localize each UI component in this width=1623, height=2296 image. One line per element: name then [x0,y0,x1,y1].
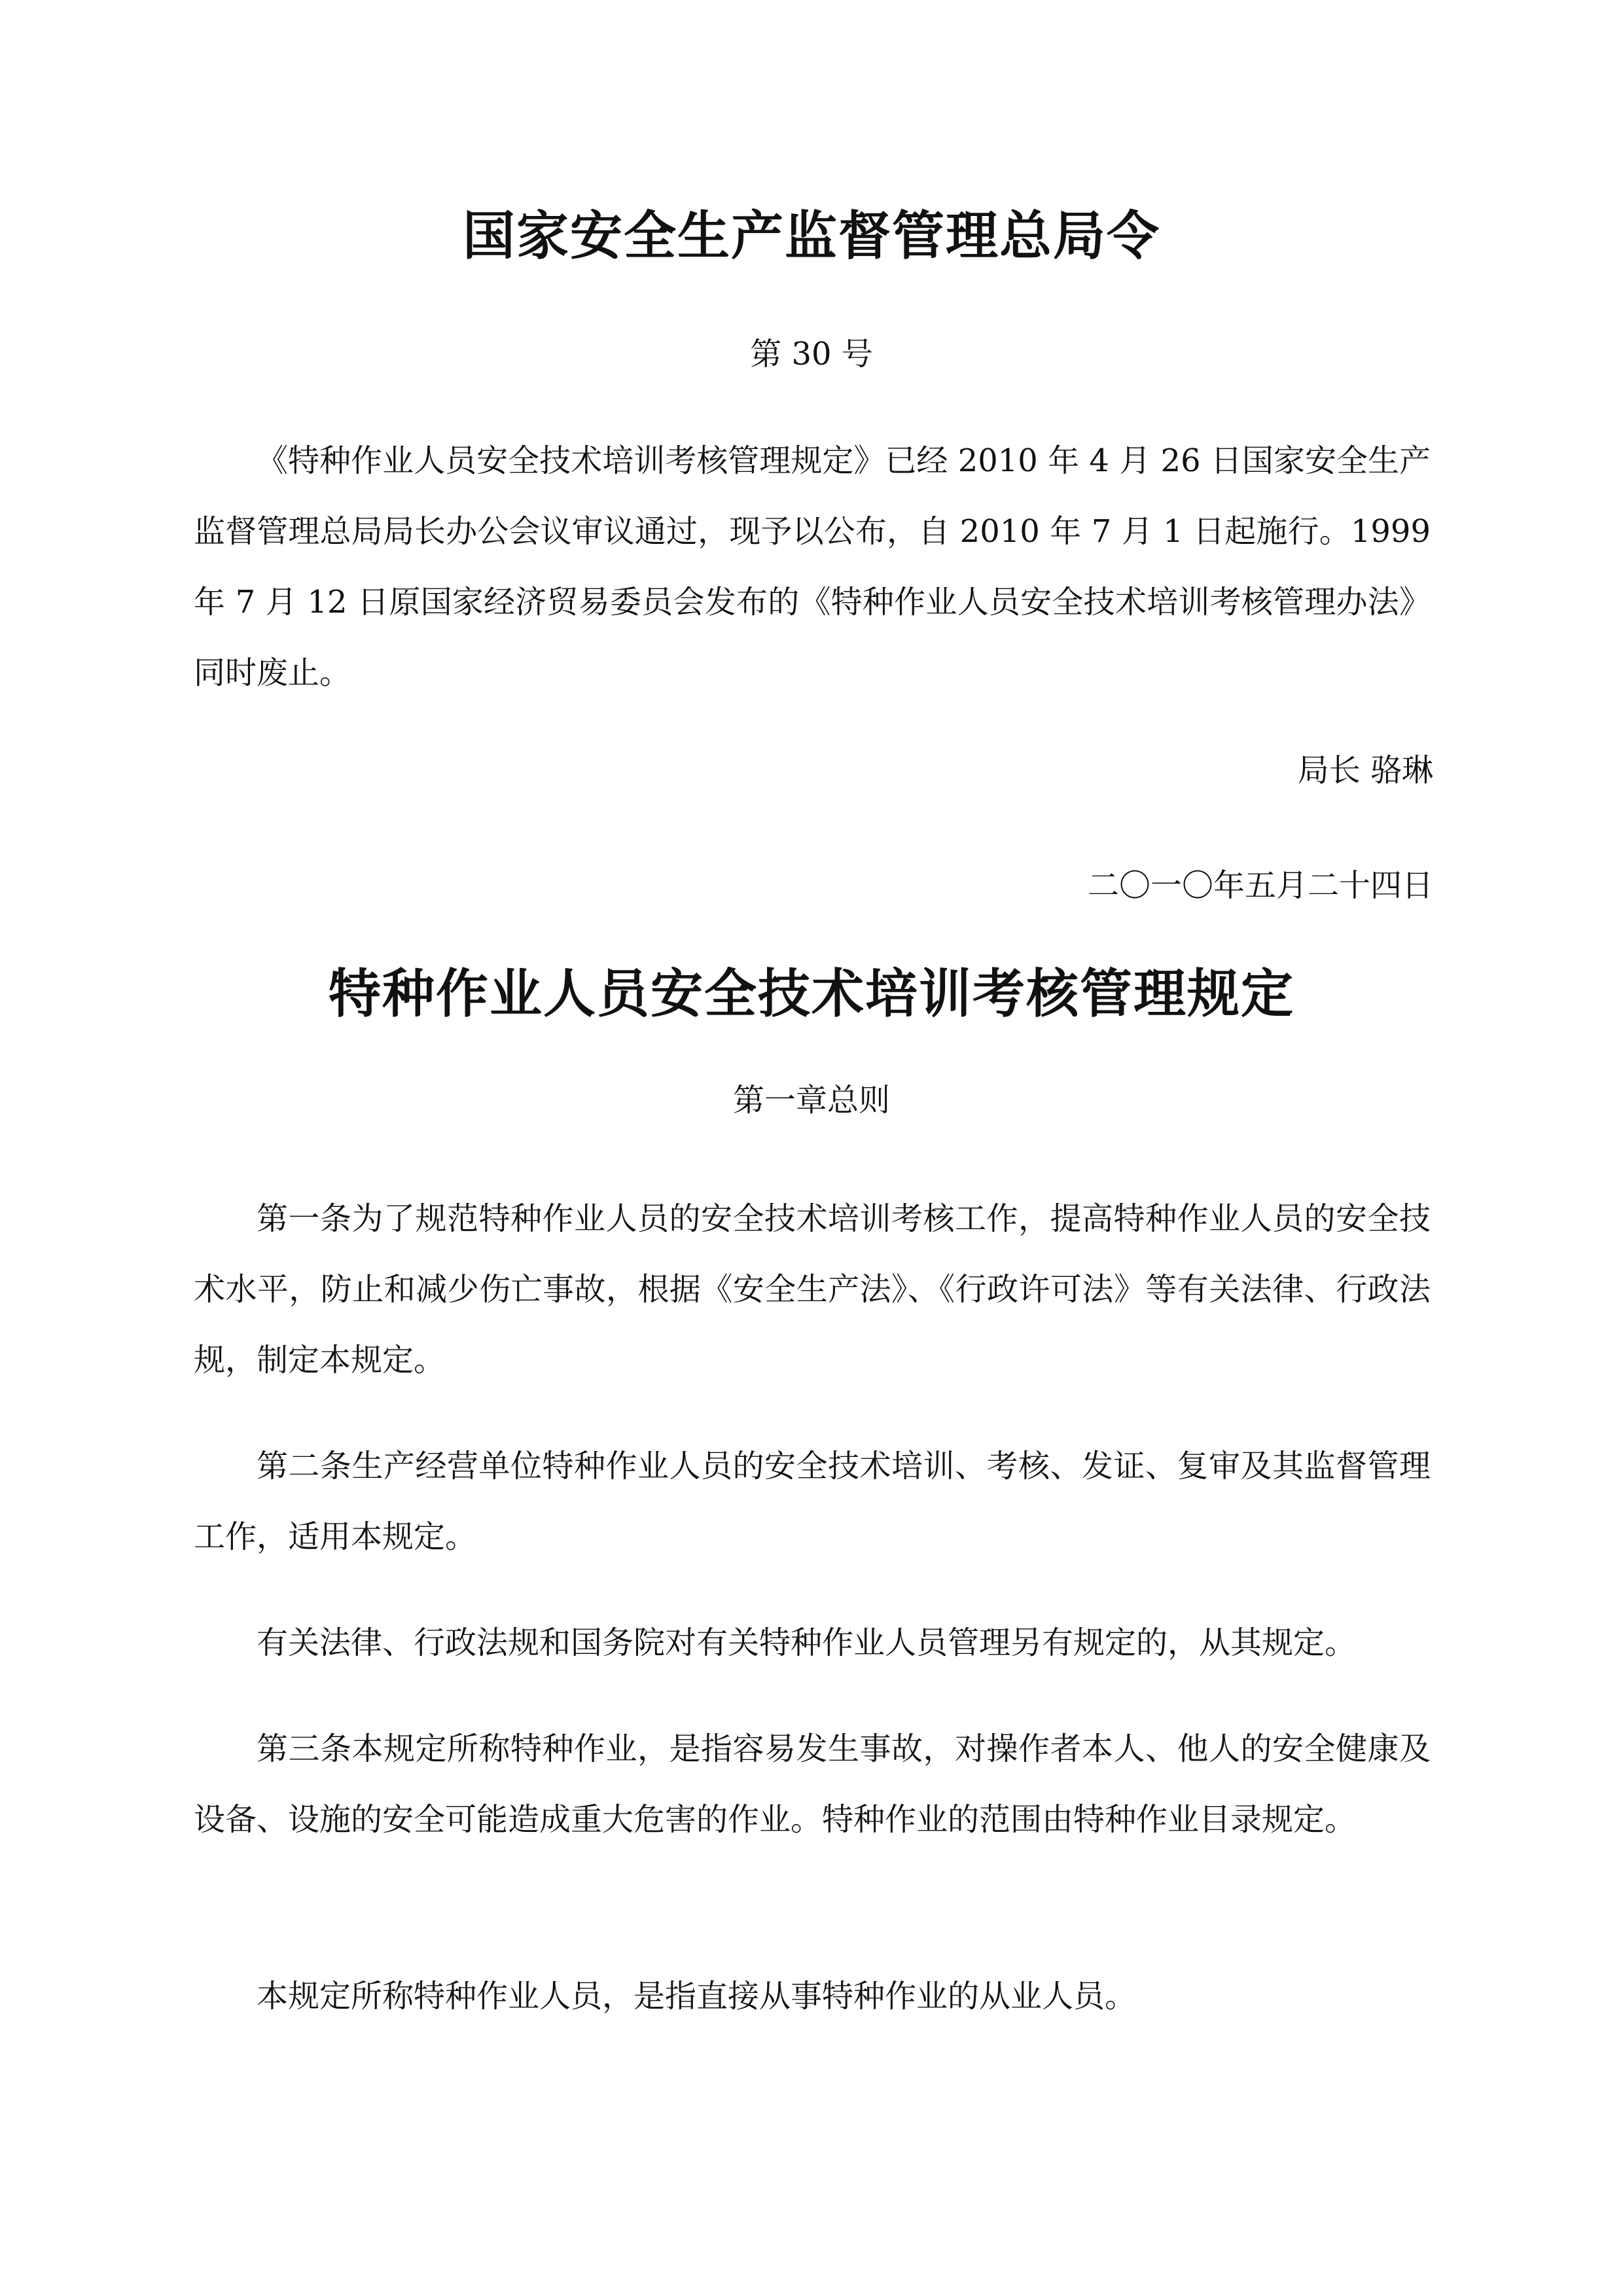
regulation-title: 特种作业人员安全技术培训考核管理规定 [329,963,1294,1024]
article-1: 第一条为了规范特种作业人员的安全技术培训考核工作，提高特种作业人员的安全技术水平，防止和减少伤亡事故，根据《安全生产法》、《行政许可法》等有关法律、行政法规，制定本规定。 [194,1200,1431,1378]
decree-title: 国家安全生产监督管理总局令 [463,206,1160,266]
article-2-supplement: 有关法律、行政法规和国务院对有关特种作业人员管理另有规定的，从其规定。 [257,1624,1357,1661]
signing-date: 二〇一〇年五月二十四日 [1087,867,1433,904]
article-2: 第二条生产经营单位特种作业人员的安全技术培训、考核、发证、复审及其监督管理工作，适用本规定。 [194,1448,1431,1555]
article-3-definition: 本规定所称特种作业人员，是指直接从事特种作业的从业人员。 [257,1978,1137,2015]
announcement-paragraph: 《特种作业人员安全技术培训考核管理规定》已经 2010 年 4 月 26 日国家安全生产监督管理总局局长办公会议审议通过，现予以公布，自 2010 年 7 月 1 日起施行。1999 年 7 月 12 日原国家经济贸易委员会发布的《特种作业人员安全技术培训考核管理办法》同时废止。 [194,442,1431,691]
article-3: 第三条本规定所称特种作业，是指容易发生事故，对操作者本人、他人的安全健康及设备、设施的安全可能造成重大危害的作业。特种作业的范围由特种作业目录规定。 [194,1731,1431,1838]
chapter-heading: 第一章总则 [732,1082,890,1119]
order-number: 第 30 号 [750,336,873,372]
signer-line: 局长 骆琳 [1297,752,1433,789]
